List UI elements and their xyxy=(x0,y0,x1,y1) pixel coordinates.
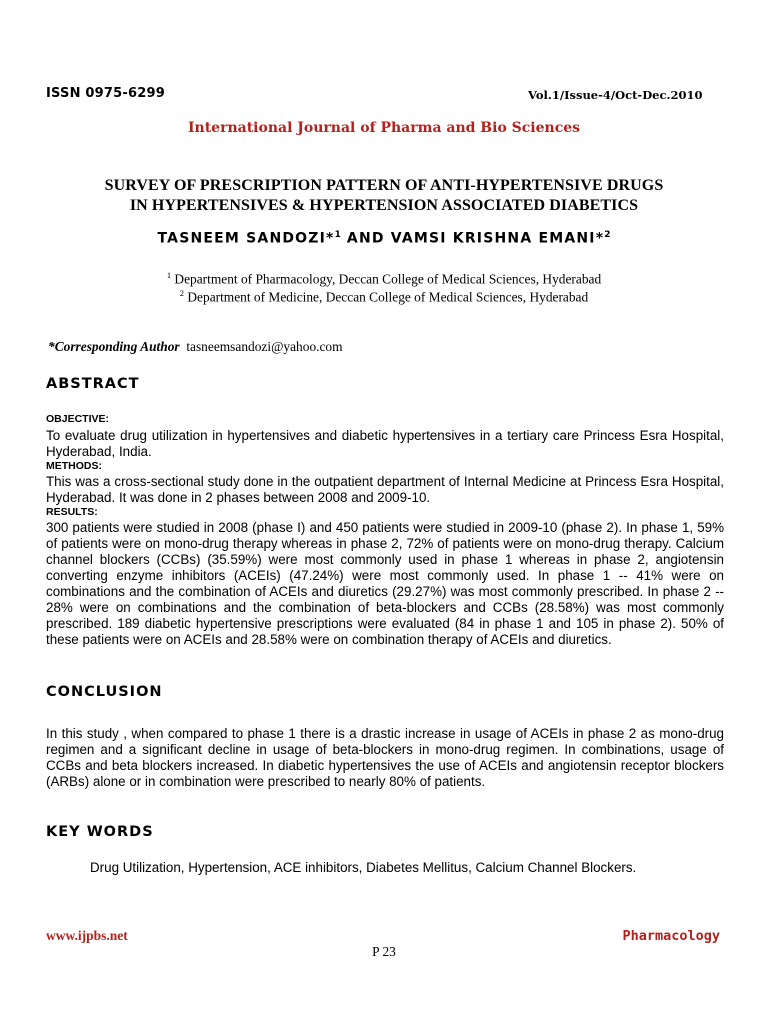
author-list xyxy=(0,230,768,247)
results-text: 300 patients were studied in 2008 (phase I) and 450 patients were studied in 2009-10 (phase 2). In phase 1, 59% of patients were on mono-drug therapy whereas in phase 2, 72% of patients were on mono-drug therapy. Calcium channel blockers (CCBs) (35.59%) were most commonly used in phase 1 whereas in phase 2, angiotensin converting enzyme inhibitors (ACEIs) (47.24%) were most commonly used. In phase 1 -- 41% were on combinations and the combination of ACEIs and diuretics (29.27%) was most commonly prescribed. In phase 2 -- 28% were on combinations and the combination of beta-blockers and CCBs (28.58%) was most commonly prescribed. 189 diabetic hypertensive prescriptions were evaluated (84 in phase 1 and 105 in phase 2). 50% of these patients were on ACEIs and 28.58% were on combination therapy of ACEIs and diuretics. xyxy=(46,520,724,647)
conclusion-text: In this study , when compared to phase 1 there is a drastic increase in usage of ACEIs in phase 2 as mono-drug regimen and a significant decline in usage of beta-blockers in mono-drug regimen. In combinations, usage of CCBs and beta blockers increased. In diabetic hypertensives the use of ACEIs and angiotensin receptor blockers (ARBs) alone or in combination were prescribed to nearly 80% of patients. xyxy=(46,726,724,789)
volume-issue: Vol.1/Issue-4/Oct-Dec.2010 xyxy=(528,88,703,102)
issn-number: ISSN 0975-6299 xyxy=(46,86,165,101)
author-1: TASNEEM SANDOZI* xyxy=(157,230,335,247)
objective-text: To evaluate drug utilization in hypertensives and diabetic hypertensives in a tertiary care Princess Esra Hospital, Hyderabad, India. xyxy=(46,428,724,459)
affiliation-1 xyxy=(0,270,768,287)
affiliation-1-mark: 1 xyxy=(166,270,172,280)
methods-label: METHODS: xyxy=(46,460,102,472)
section-name: Pharmacology xyxy=(622,928,720,944)
abstract-heading: ABSTRACT xyxy=(46,376,140,392)
journal-name: International Journal of Pharma and Bio Sciences xyxy=(187,120,581,136)
results-label: RESULTS: xyxy=(46,506,98,518)
paper-title-line-1: SURVEY OF PRESCRIPTION PATTERN OF ANTI-HYPERTENSIVE DRUGS xyxy=(104,177,664,194)
conclusion-heading: CONCLUSION xyxy=(46,684,163,700)
affiliation-2-mark: 2 xyxy=(179,288,185,298)
corresponding-author-email[interactable]: tasneemsandozi@yahoo.com xyxy=(186,339,343,354)
author-1-affiliation-mark: 1 xyxy=(334,230,341,240)
author-2-affiliation-mark: 2 xyxy=(604,230,611,240)
objective-label: OBJECTIVE: xyxy=(46,413,110,425)
affiliation-2-text: Department of Medicine, Deccan College of Medical Sciences, Hyderabad xyxy=(184,289,589,305)
page-number: P 23 xyxy=(372,944,396,959)
paper-title xyxy=(40,176,728,216)
affiliation-2 xyxy=(0,288,768,305)
affiliation-1-text: Department of Pharmacology, Deccan College of Medical Sciences, Hyderabad xyxy=(171,271,602,287)
keywords-text: Drug Utilization, Hypertension, ACE inhibitors, Diabetes Mellitus, Calcium Channel Blockers. xyxy=(90,860,637,875)
corresponding-author-label: *Corresponding Author xyxy=(48,339,180,354)
author-joiner: AND xyxy=(340,230,391,247)
author-2: VAMSI KRISHNA EMANI* xyxy=(390,230,605,247)
keywords-heading: KEY WORDS xyxy=(46,824,154,840)
methods-text: This was a cross-sectional study done in the outpatient department of Internal Medicine at Princess Esra Hospital, Hyderabad. It was done in 2 phases between 2008 and 2009-10. xyxy=(46,474,724,505)
journal-website-link[interactable]: www.ijpbs.net xyxy=(46,928,128,943)
paper-title-line-2: IN HYPERTENSIVES & HYPERTENSION ASSOCIATED DIABETICS xyxy=(129,197,639,214)
corresponding-author xyxy=(48,339,343,355)
